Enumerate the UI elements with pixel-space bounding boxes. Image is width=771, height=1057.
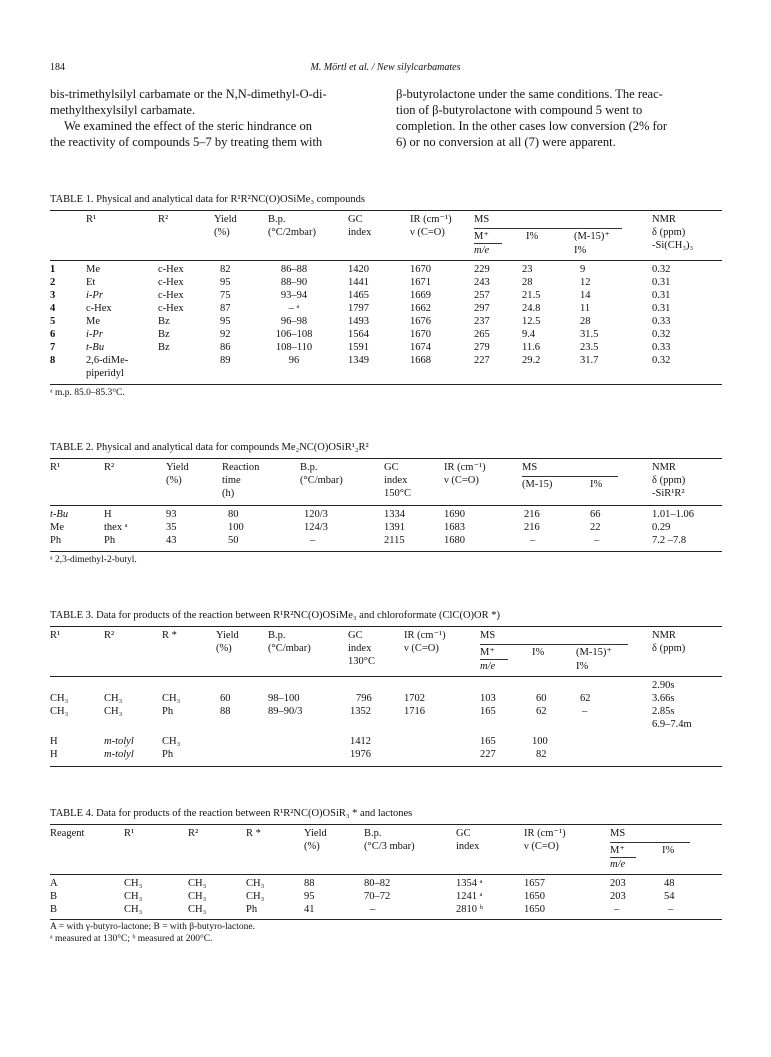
table1-footnote: ᵃ m.p. 85.0–85.3°C. (50, 388, 125, 398)
table1-caption: TABLE 1. Physical and analytical data for R¹R²NC(O)OSiMe₃ compounds (50, 194, 366, 205)
nmr-value: 6.9–7.4m (652, 719, 692, 730)
running-title: M. Mörtl et al. / New silylcarbamates (310, 62, 461, 73)
table4-footnote: ᵃ measured at 130°C; ᵇ measured at 200°C. (50, 934, 213, 944)
table1-top-rule (50, 210, 722, 211)
body-text-right: β-butyrolactone under the same conditions. The reac- tion of β-butyrolactone with compound 5 went to completion. In the other cases low conversion (2% for 6) or no conversion at all (7) were apparent. (396, 87, 668, 149)
table3-caption: TABLE 3. Data for products of the reaction between R¹R²NC(O)OSiMe₃ and chloroformate (ClC(O)OR *) (50, 610, 501, 621)
table4-footnote: A = with γ-butyro-lactone; B = with β-butyro-lactone. (50, 922, 255, 932)
table4-caption: TABLE 4. Data for products of the reaction between R¹R²NC(O)OSiR₃ * and lactones (50, 808, 413, 819)
page-number: 184 (50, 62, 65, 73)
body-text-left: bis-trimethylsilyl carbamate or the N,N-dimethyl-O-di- methylthexylsilyl carbamate. We examined the effect of the steric hindrance on the reactivity of compounds 5–7 by treating them with (50, 87, 327, 149)
table2-caption: TABLE 2. Physical and analytical data for compounds Me₂NC(O)OSiR¹₂R² (50, 442, 369, 453)
nmr-value: 2.90s (652, 680, 675, 691)
table2-footnote: ᵃ 2,3-dimethyl-2-butyl. (50, 555, 137, 565)
